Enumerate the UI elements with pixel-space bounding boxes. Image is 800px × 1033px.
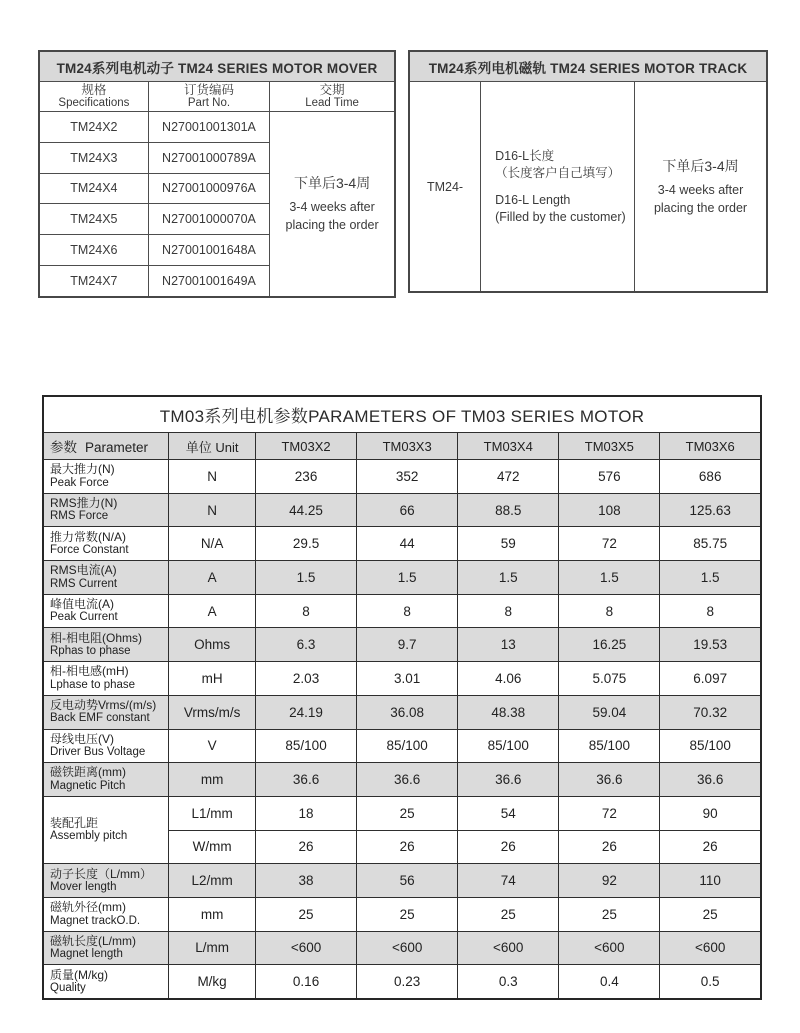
track-model-cell: TM24-	[409, 82, 481, 293]
value-cell: 88.5	[458, 493, 559, 527]
parameter-label-cell	[43, 527, 169, 561]
header-label-en: Unit	[215, 439, 239, 455]
parameter-label-cell	[43, 864, 169, 898]
value-cell: 92	[559, 864, 660, 898]
mover-table-title: TM24系列电机动子 TM24 SERIES MOTOR MOVER	[39, 51, 395, 82]
value-cell: 6.097	[660, 662, 761, 696]
track-length-zh: （长度客户自己填写）	[495, 166, 621, 181]
part-no-cell: N27001001301A	[148, 112, 269, 143]
value-cell: 125.63	[660, 493, 761, 527]
parameter-en: Rphas to phase	[50, 645, 131, 658]
table-row	[43, 527, 761, 561]
parameter-label-cell	[43, 493, 169, 527]
parameter-zh: 相-相电阻(Ohms)	[50, 630, 142, 645]
value-cell: 0.23	[357, 965, 458, 999]
parameter-zh: 母线电压(V)	[50, 731, 114, 746]
spec-cell: TM24X5	[39, 204, 148, 235]
table-row	[43, 897, 761, 931]
parameter-zh: 磁轨外径(mm)	[50, 900, 126, 915]
column-header-model: TM03X3	[357, 433, 458, 460]
part-no-cell: N27001000789A	[148, 142, 269, 173]
unit-cell: A	[169, 594, 256, 628]
value-cell: 36.6	[559, 763, 660, 797]
lead-time-en: 3-4 weeks after	[289, 200, 375, 215]
lead-time-cell	[270, 112, 395, 297]
value-cell: 1.5	[559, 561, 660, 595]
value-cell: 0.16	[256, 965, 357, 999]
value-cell: 36.6	[458, 763, 559, 797]
value-cell: 0.3	[458, 965, 559, 999]
value-cell: 85/100	[559, 729, 660, 763]
parameter-zh: 推力常数(N/A)	[50, 529, 126, 544]
value-cell: 85/100	[458, 729, 559, 763]
value-cell: 3.01	[357, 662, 458, 696]
spec-cell: TM24X2	[39, 112, 148, 143]
unit-cell: L/mm	[169, 931, 256, 965]
table-row	[43, 561, 761, 595]
value-cell: 54	[458, 796, 559, 830]
value-cell: 576	[559, 460, 660, 494]
value-cell: 26	[458, 830, 559, 864]
value-cell: 472	[458, 460, 559, 494]
unit-cell: mH	[169, 662, 256, 696]
unit-cell: W/mm	[169, 830, 256, 864]
parameter-zh: RMS电流(A)	[50, 563, 117, 578]
value-cell: 1.5	[256, 561, 357, 595]
value-cell: 85.75	[660, 527, 761, 561]
value-cell: 25	[559, 897, 660, 931]
table-row	[43, 864, 761, 898]
value-cell: 8	[559, 594, 660, 628]
tm24-track-table	[408, 50, 768, 293]
unit-cell: L2/mm	[169, 864, 256, 898]
parameter-en: Peak Current	[50, 611, 118, 624]
params-table-body	[43, 460, 761, 1000]
value-cell: 236	[256, 460, 357, 494]
track-length-en: D16-L Length	[495, 192, 571, 207]
unit-cell: mm	[169, 763, 256, 797]
value-cell: 25	[458, 897, 559, 931]
parameter-zh: 最大推力(N)	[50, 462, 115, 477]
track-length-en: (Filled by the customer)	[495, 209, 626, 224]
parameter-zh: 相-相电感(mH)	[50, 664, 129, 679]
unit-cell: N	[169, 493, 256, 527]
column-header-part-no	[148, 82, 269, 112]
parameter-en: Lphase to phase	[50, 678, 136, 691]
parameter-zh: 质量(M/kg)	[50, 967, 108, 982]
value-cell: 686	[660, 460, 761, 494]
table-row	[43, 729, 761, 763]
header-label-zh: 规格	[81, 82, 107, 97]
column-header-parameter	[43, 433, 169, 460]
value-cell: 72	[559, 796, 660, 830]
value-cell: 0.5	[660, 965, 761, 999]
value-cell: 25	[357, 897, 458, 931]
column-header-model: TM03X4	[458, 433, 559, 460]
header-label-zh: 订货编码	[183, 82, 234, 97]
parameter-label-cell	[43, 561, 169, 595]
value-cell: 36.6	[256, 763, 357, 797]
value-cell: 8	[357, 594, 458, 628]
parameter-zh: 反电动势Vrms/(m/s)	[50, 698, 157, 713]
spacer	[495, 183, 634, 192]
parameter-label-cell	[43, 662, 169, 696]
value-cell: 26	[256, 830, 357, 864]
part-no-cell: N27001000976A	[148, 173, 269, 204]
table-row	[39, 51, 395, 82]
value-cell: 352	[357, 460, 458, 494]
track-length-zh: D16-L长度	[495, 148, 555, 163]
value-cell: 59.04	[559, 695, 660, 729]
value-cell: 16.25	[559, 628, 660, 662]
value-cell: 6.3	[256, 628, 357, 662]
parameter-en: RMS Force	[50, 510, 109, 523]
value-cell: 9.7	[357, 628, 458, 662]
parameter-label-cell	[43, 931, 169, 965]
header-label-zh: 单位	[185, 439, 212, 455]
tm24-mover-table	[38, 50, 396, 298]
value-cell: 44	[357, 527, 458, 561]
value-cell: 0.4	[559, 965, 660, 999]
parameter-en: RMS Current	[50, 577, 118, 590]
spec-cell: TM24X3	[39, 142, 148, 173]
value-cell: 70.32	[660, 695, 761, 729]
value-cell: 13	[458, 628, 559, 662]
table-row	[39, 82, 395, 112]
parameter-en: Quality	[50, 981, 86, 994]
value-cell: 36.6	[357, 763, 458, 797]
value-cell: 26	[357, 830, 458, 864]
table-row	[43, 763, 761, 797]
table-row	[43, 460, 761, 494]
table-row	[43, 965, 761, 999]
table-row	[409, 82, 767, 293]
tm03-parameters-table	[42, 395, 762, 1000]
value-cell: 8	[660, 594, 761, 628]
parameter-label-cell	[43, 897, 169, 931]
value-cell: <600	[660, 931, 761, 965]
value-cell: 18	[256, 796, 357, 830]
value-cell: 108	[559, 493, 660, 527]
column-header-model: TM03X6	[660, 433, 761, 460]
track-length-cell	[481, 82, 635, 293]
unit-cell: Ohms	[169, 628, 256, 662]
unit-cell: Vrms/m/s	[169, 695, 256, 729]
part-no-cell: N27001000070A	[148, 204, 269, 235]
value-cell: 74	[458, 864, 559, 898]
part-no-cell: N27001001649A	[148, 265, 269, 296]
value-cell: 44.25	[256, 493, 357, 527]
header-label-en: Part No.	[187, 97, 231, 110]
parameter-label-cell	[43, 763, 169, 797]
lead-time-en: placing the order	[285, 218, 379, 233]
parameter-zh: 装配孔距	[50, 815, 99, 830]
value-cell: 90	[660, 796, 761, 830]
table-row	[409, 51, 767, 82]
value-cell: 5.075	[559, 662, 660, 696]
unit-cell: V	[169, 729, 256, 763]
parameter-en: Magnet trackO.D.	[50, 914, 141, 927]
value-cell: <600	[357, 931, 458, 965]
params-table-title: TM03系列电机参数PARAMETERS OF TM03 SERIES MOTOR	[43, 396, 761, 433]
table-row	[43, 931, 761, 965]
value-cell: 85/100	[256, 729, 357, 763]
column-header-unit	[169, 433, 256, 460]
parameter-label-cell	[43, 729, 169, 763]
parameter-label-cell	[43, 695, 169, 729]
value-cell: 25	[660, 897, 761, 931]
value-cell: 72	[559, 527, 660, 561]
value-cell: 26	[660, 830, 761, 864]
parameter-en: Force Constant	[50, 544, 129, 557]
header-label-zh: 交期	[319, 82, 345, 97]
parameter-label-cell	[43, 460, 169, 494]
spec-cell: TM24X7	[39, 265, 148, 296]
table-row	[43, 493, 761, 527]
parameter-en: Magnet length	[50, 948, 123, 961]
table-row	[43, 594, 761, 628]
value-cell: 1.5	[357, 561, 458, 595]
parameter-label-cell	[43, 796, 169, 863]
value-cell: 59	[458, 527, 559, 561]
parameter-en: Mover length	[50, 880, 117, 893]
lead-time-en: 3-4 weeks after	[657, 182, 744, 197]
unit-cell: A	[169, 561, 256, 595]
parameter-label-cell	[43, 594, 169, 628]
value-cell: 36.6	[660, 763, 761, 797]
value-cell: 85/100	[660, 729, 761, 763]
value-cell: 8	[256, 594, 357, 628]
unit-cell: N	[169, 460, 256, 494]
parameter-label-cell	[43, 965, 169, 999]
parameter-zh: 动子长度（L/mm）	[50, 866, 153, 881]
value-cell: 48.38	[458, 695, 559, 729]
value-cell: <600	[458, 931, 559, 965]
parameter-en: Assembly pitch	[50, 830, 128, 843]
lead-time-en: placing the order	[653, 201, 748, 215]
value-cell: 56	[357, 864, 458, 898]
parameter-zh: 峰值电流(A)	[50, 597, 114, 611]
unit-cell: M/kg	[169, 965, 256, 999]
parameter-en: Driver Bus Voltage	[50, 746, 146, 759]
table-row	[43, 662, 761, 696]
table-row	[43, 796, 761, 830]
column-header-lead-time	[270, 82, 395, 112]
value-cell: 110	[660, 864, 761, 898]
value-cell: 1.5	[660, 561, 761, 595]
value-cell: 29.5	[256, 527, 357, 561]
parameter-zh: 磁铁距离(mm)	[50, 765, 126, 780]
lead-time-zh: 下单后3-4周	[293, 175, 371, 192]
parameter-en: Peak Force	[50, 476, 109, 489]
spec-cell: TM24X4	[39, 173, 148, 204]
table-row	[43, 695, 761, 729]
part-no-cell: N27001001648A	[148, 235, 269, 266]
value-cell: 8	[458, 594, 559, 628]
parameter-label-cell	[43, 628, 169, 662]
value-cell: <600	[256, 931, 357, 965]
track-table-title: TM24系列电机磁轨 TM24 SERIES MOTOR TRACK	[409, 51, 767, 82]
parameter-zh: 磁轨长度(L/mm)	[50, 933, 136, 948]
column-header-specifications	[39, 82, 148, 112]
header-label-en: Lead Time	[305, 97, 359, 110]
value-cell: 4.06	[458, 662, 559, 696]
value-cell: 25	[256, 897, 357, 931]
value-cell: 25	[357, 796, 458, 830]
parameter-zh: RMS推力(N)	[50, 495, 118, 510]
value-cell: 36.08	[357, 695, 458, 729]
unit-cell: mm	[169, 897, 256, 931]
header-label-en: Parameter	[85, 440, 149, 455]
value-cell: 85/100	[357, 729, 458, 763]
value-cell: <600	[559, 931, 660, 965]
value-cell: 1.5	[458, 561, 559, 595]
header-label-en: Specifications	[58, 97, 130, 110]
value-cell: 2.03	[256, 662, 357, 696]
parameter-en: Back EMF constant	[50, 712, 150, 725]
header-label-zh: 参数	[50, 440, 77, 455]
lead-time-cell	[635, 82, 767, 293]
column-header-model: TM03X5	[559, 433, 660, 460]
lead-time-zh: 下单后3-4周	[662, 157, 739, 174]
unit-cell: N/A	[169, 527, 256, 561]
table-row	[39, 112, 395, 143]
value-cell: 24.19	[256, 695, 357, 729]
table-row	[43, 396, 761, 433]
value-cell: 38	[256, 864, 357, 898]
value-cell: 66	[357, 493, 458, 527]
table-row	[43, 433, 761, 460]
value-cell: 19.53	[660, 628, 761, 662]
table-row	[43, 628, 761, 662]
column-header-model: TM03X2	[256, 433, 357, 460]
parameter-en: Magnetic Pitch	[50, 779, 126, 792]
unit-cell: L1/mm	[169, 796, 256, 830]
spec-cell: TM24X6	[39, 235, 148, 266]
value-cell: 26	[559, 830, 660, 864]
